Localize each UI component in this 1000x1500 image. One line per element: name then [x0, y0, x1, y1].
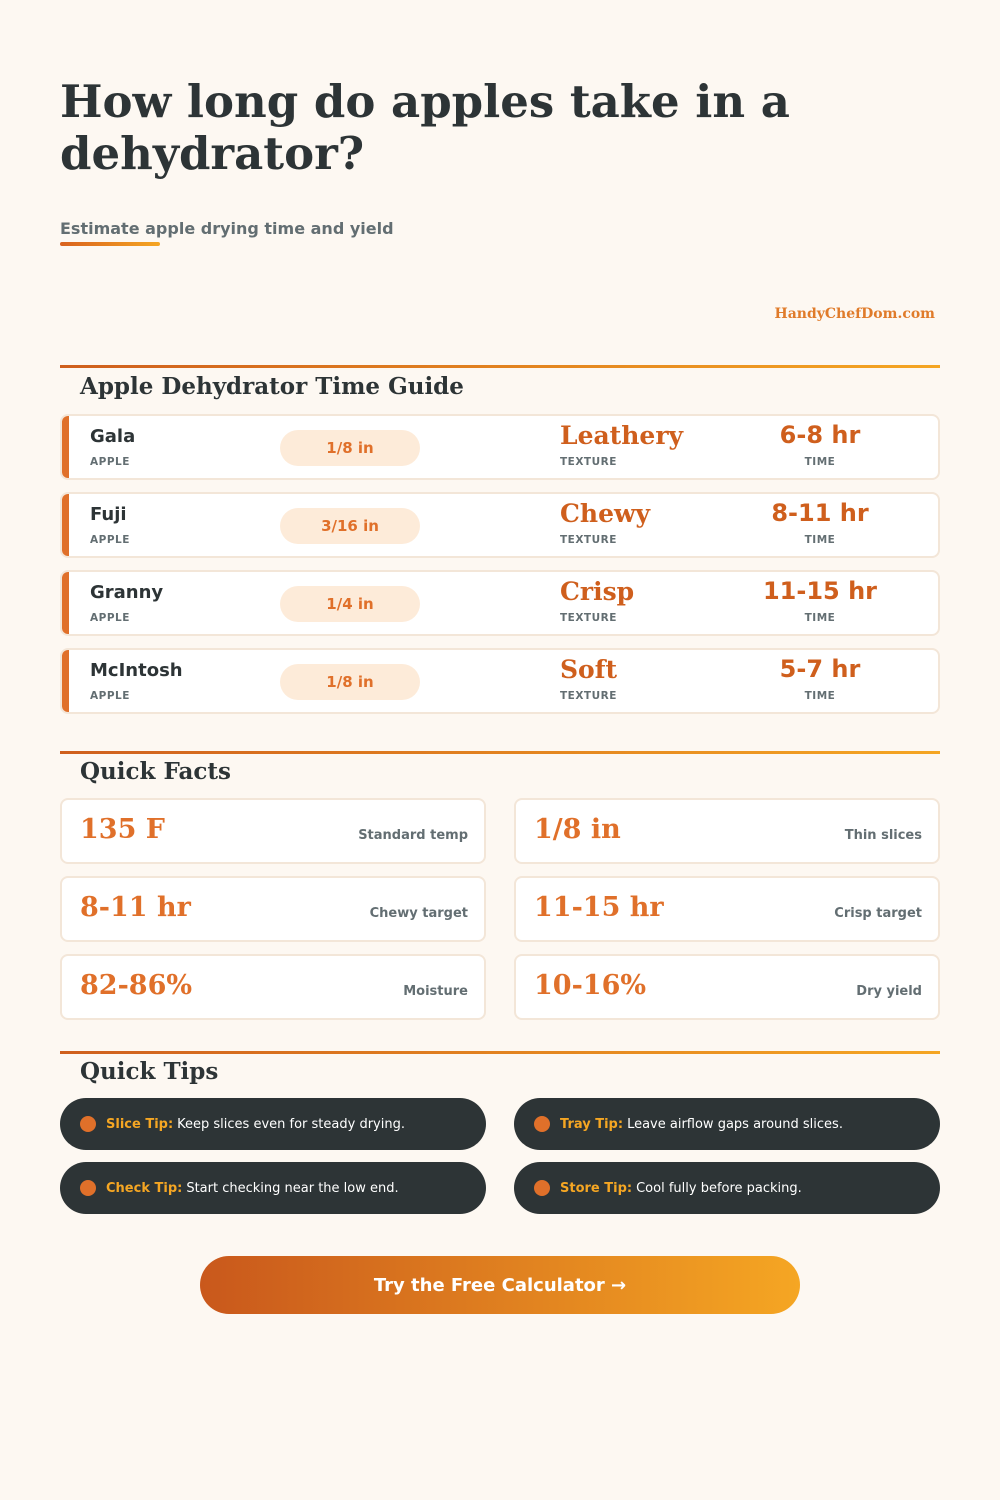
apple-name: McIntosh: [90, 660, 183, 681]
tips-section-title: Quick Tips: [80, 1058, 219, 1085]
fact-value: 8-11 hr: [80, 892, 191, 923]
try-calculator-button[interactable]: Try the Free Calculator →: [200, 1256, 800, 1314]
tip-card: [60, 1098, 486, 1150]
guide-row-gala: [60, 414, 940, 480]
tip-text: Keep slices even for steady drying.: [177, 1116, 405, 1132]
tip-label: Check Tip:: [106, 1180, 183, 1196]
tip-label: Slice Tip:: [106, 1116, 174, 1132]
fact-description: Dry yield: [856, 984, 922, 999]
fact-value: 135 F: [80, 814, 165, 845]
fact-description: Standard temp: [358, 828, 468, 843]
time-label: TIME: [804, 534, 836, 546]
time-value: 11-15 hr: [762, 577, 878, 605]
brand-name: HandyChefDom.com: [774, 306, 935, 322]
tip-text: Cool fully before packing.: [636, 1180, 802, 1196]
apple-label: APPLE: [90, 456, 130, 468]
fact-card: [514, 954, 940, 1020]
tip-card: [60, 1162, 486, 1214]
tip-bullet-icon: [80, 1180, 96, 1196]
apple-label: APPLE: [90, 534, 130, 546]
time-label: TIME: [804, 456, 836, 468]
tip-card: [514, 1098, 940, 1150]
row-accent-bar: [62, 494, 69, 556]
texture-value: Soft: [560, 655, 618, 684]
time-label: TIME: [804, 612, 836, 624]
time-label: TIME: [804, 690, 836, 702]
thickness-pill: 3/16 in: [280, 508, 420, 544]
fact-value: 11-15 hr: [534, 892, 664, 923]
tip-bullet-icon: [534, 1116, 550, 1132]
page-title: How long do apples take in a dehydrator?: [60, 75, 790, 180]
row-accent-bar: [62, 572, 69, 634]
texture-label: TEXTURE: [560, 612, 617, 624]
apple-name: Granny: [90, 582, 164, 603]
tip-bullet-icon: [534, 1180, 550, 1196]
fact-description: Moisture: [403, 984, 468, 999]
time-value: 5-7 hr: [779, 655, 861, 683]
fact-card: [60, 798, 486, 864]
fact-description: Crisp target: [834, 906, 922, 921]
subtitle-underline: [60, 242, 160, 246]
facts-section-title: Quick Facts: [80, 758, 231, 785]
time-value: 8-11 hr: [771, 499, 869, 527]
fact-card: [60, 954, 486, 1020]
texture-label: TEXTURE: [560, 534, 617, 546]
guide-section-rule: [60, 365, 940, 368]
fact-value: 82-86%: [80, 970, 193, 1001]
fact-value: 1/8 in: [534, 814, 621, 845]
apple-name: Gala: [90, 426, 136, 447]
page-subtitle: Estimate apple drying time and yield: [60, 219, 394, 238]
apple-label: APPLE: [90, 612, 130, 624]
texture-value: Leathery: [560, 421, 684, 450]
texture-value: Chewy: [560, 499, 651, 528]
fact-card: [60, 876, 486, 942]
fact-description: Chewy target: [369, 906, 468, 921]
tip-text: Start checking near the low end.: [186, 1180, 399, 1196]
fact-description: Thin slices: [844, 828, 922, 843]
tip-label: Store Tip:: [560, 1180, 633, 1196]
texture-value: Crisp: [560, 577, 635, 606]
guide-row-fuji: [60, 492, 940, 558]
row-accent-bar: [62, 650, 69, 712]
thickness-pill: 1/8 in: [280, 664, 420, 700]
fact-card: [514, 798, 940, 864]
apple-label: APPLE: [90, 690, 130, 702]
guide-row-granny: [60, 570, 940, 636]
guide-row-mcintosh: [60, 648, 940, 714]
tip-bullet-icon: [80, 1116, 96, 1132]
thickness-pill: 1/8 in: [280, 430, 420, 466]
thickness-pill: 1/4 in: [280, 586, 420, 622]
time-value: 6-8 hr: [779, 421, 861, 449]
tip-label: Tray Tip:: [560, 1116, 624, 1132]
tip-text: Leave airflow gaps around slices.: [627, 1116, 843, 1132]
row-accent-bar: [62, 416, 69, 478]
facts-section-rule: [60, 751, 940, 754]
guide-section-title: Apple Dehydrator Time Guide: [80, 373, 464, 400]
tips-section-rule: [60, 1051, 940, 1054]
texture-label: TEXTURE: [560, 690, 617, 702]
fact-card: [514, 876, 940, 942]
apple-name: Fuji: [90, 504, 127, 525]
tip-card: [514, 1162, 940, 1214]
texture-label: TEXTURE: [560, 456, 617, 468]
fact-value: 10-16%: [534, 970, 647, 1001]
